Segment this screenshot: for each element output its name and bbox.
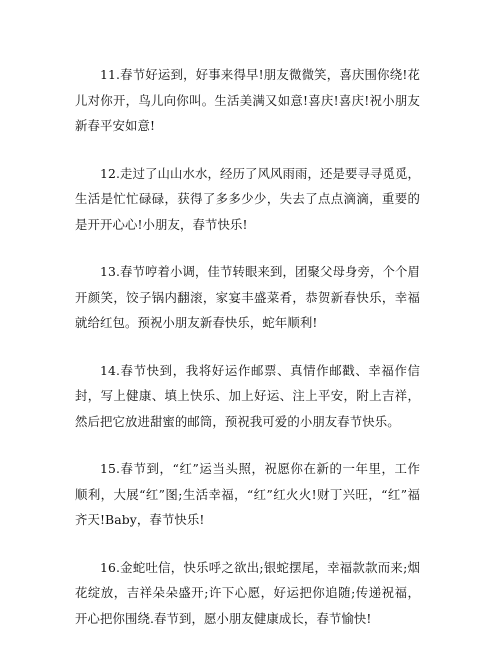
greeting-paragraph-16: 16.金蛇吐信，快乐呼之欲出;银蛇摆尾，幸福款款而来;烟花绽放，吉祥朵朵盛开;许下心愿，好运把你追随;传递祝福，开心把你围绕.春节到，愿小朋友健康成长，春节愉快! [75,559,420,626]
document-body [75,62,420,653]
greeting-paragraph-14: 14.春节快到，我将好运作邮票、真情作邮戳、幸福作信封，写上健康、填上快乐、加上好运、注上平安，附上吉祥，然后把它放进甜蜜的邮筒，预祝我可爱的小朋友春节快乐。 [75,362,420,429]
greeting-paragraph-11: 11.春节好运到，好事来得早!朋友微微笑，喜庆围你绕!花儿对你开，鸟儿向你叫。生活美满又如意!喜庆!喜庆!祝小朋友新春平安如意! [75,67,420,133]
greeting-paragraph-12: 12.走过了山山水水，经历了风风雨雨，还是要寻寻觅觅，生活是忙忙碌碌，获得了多多少少，失去了点点滴滴，重要的是开开心心!小朋友，春节快乐! [75,165,420,232]
greeting-paragraph-13: 13.春节哼着小调，佳节转眼来到，团聚父母身旁，个个眉开颜笑，饺子锅内翻滚，家宴丰盛菜肴，恭贺新春快乐，幸福就给红包。预祝小朋友新春快乐，蛇年顺利! [75,264,420,330]
greeting-paragraph-15: 15.春节到，“红”运当头照，祝愿你在新的一年里，工作顺利，大展“红”图;生活幸福，“红”红火火!财丁兴旺，“红”福齐天!Baby，春节快乐! [75,461,420,527]
